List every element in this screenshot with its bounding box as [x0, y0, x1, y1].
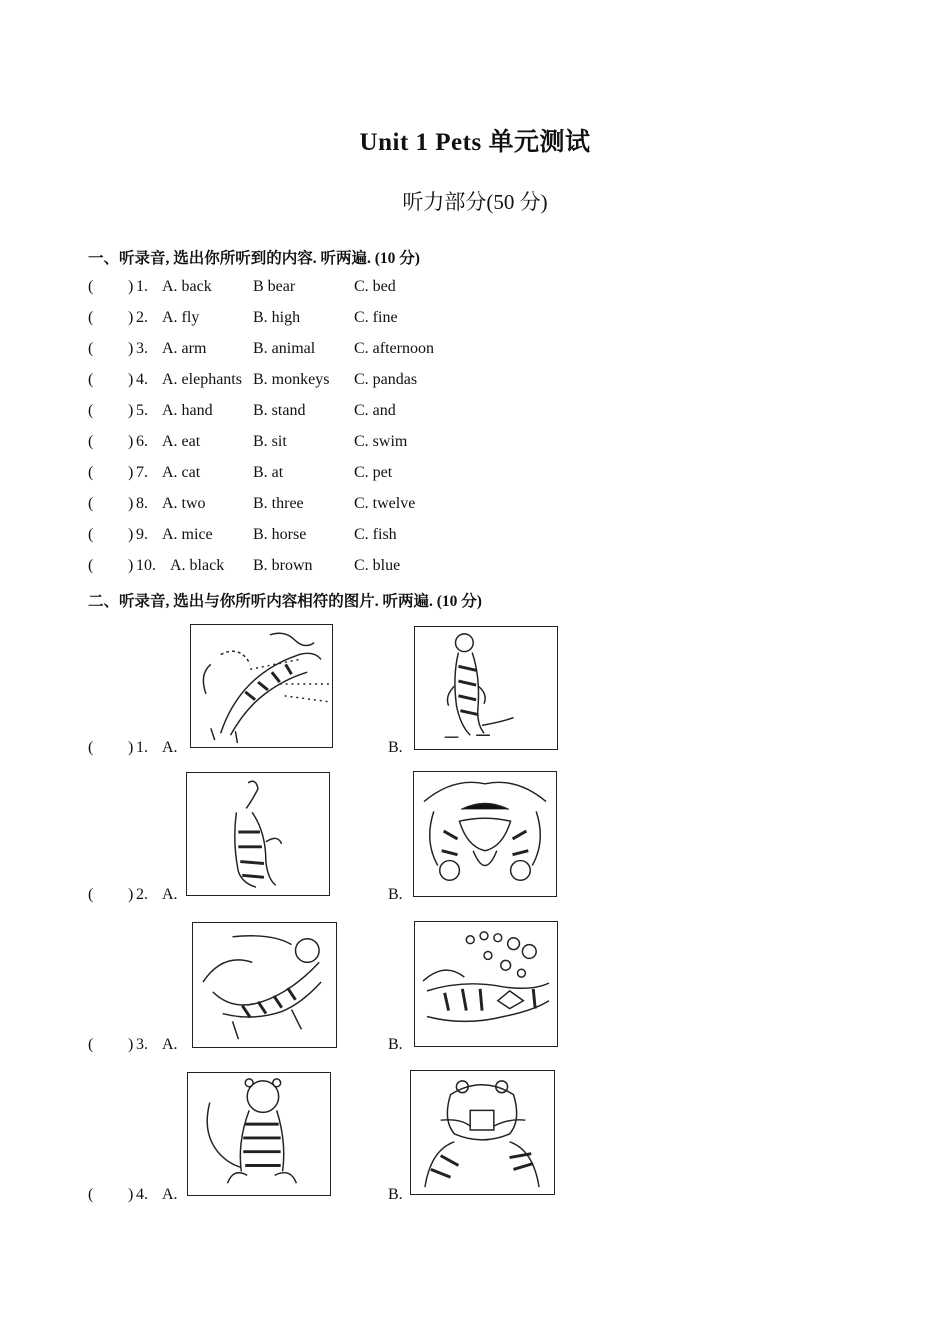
answer-paren-open[interactable]: (	[88, 557, 94, 574]
answer-paren-close: )	[128, 340, 134, 357]
option-c: C. twelve	[354, 495, 416, 512]
tiger-roaring-icon[interactable]	[413, 771, 557, 897]
answer-paren-close: )	[128, 495, 134, 512]
option-a: A. fly	[162, 309, 200, 326]
option-b-label: B.	[388, 1186, 403, 1203]
tiger-eating-icon[interactable]	[410, 1070, 555, 1195]
question-number: 6.	[136, 433, 148, 450]
option-b: B bear	[253, 278, 296, 295]
answer-paren-close: )	[128, 433, 134, 450]
answer-paren-close: )	[128, 557, 134, 574]
tiger-standing-icon[interactable]	[414, 626, 558, 750]
question-row	[88, 461, 788, 485]
answer-paren-open[interactable]: (	[88, 402, 94, 419]
question-row	[88, 306, 788, 330]
question-number: 9.	[136, 526, 148, 543]
option-a: A. cat	[162, 464, 201, 481]
option-b: B. animal	[253, 340, 316, 357]
question-number: 4.	[136, 371, 148, 388]
option-a-label: A.	[162, 1036, 178, 1053]
question-row	[88, 399, 788, 423]
answer-paren-close: )	[128, 1036, 134, 1053]
question-number: 7.	[136, 464, 148, 481]
option-b: B. brown	[253, 557, 313, 574]
answer-paren-close: )	[128, 886, 134, 903]
question-number: 5.	[136, 402, 148, 419]
answer-paren-close: )	[128, 464, 134, 481]
question-number: 8.	[136, 495, 148, 512]
option-b-label: B.	[388, 886, 403, 903]
option-b: B. stand	[253, 402, 306, 419]
answer-paren-open[interactable]: (	[88, 433, 94, 450]
answer-paren-open[interactable]: (	[88, 886, 94, 903]
question-number: 3.	[136, 340, 148, 357]
tiger-sitting-icon[interactable]	[187, 1072, 331, 1196]
option-b: B. horse	[253, 526, 307, 543]
option-c: C. bed	[354, 278, 396, 295]
option-a: A. hand	[162, 402, 213, 419]
question-row	[88, 430, 788, 454]
section-2-heading: 二、听录音, 选出与你所听内容相符的图片. 听两遍. (10 分)	[88, 593, 482, 610]
option-b: B. at	[253, 464, 284, 481]
option-b: B. three	[253, 495, 304, 512]
option-c: C. afternoon	[354, 340, 434, 357]
question-number: 1.	[136, 739, 148, 756]
question-number: 2.	[136, 886, 148, 903]
option-b: B. high	[253, 309, 301, 326]
question-number: 1.	[136, 278, 148, 295]
answer-paren-close: )	[128, 739, 134, 756]
section-1-heading: 一、听录音, 选出你所听到的内容. 听两遍. (10 分)	[88, 250, 420, 267]
question-row	[88, 523, 788, 547]
tiger-leaping-icon[interactable]	[190, 624, 333, 748]
page-title: Unit 1 Pets 单元测试	[359, 129, 591, 156]
option-a: A. elephants	[162, 371, 242, 388]
answer-paren-open[interactable]: (	[88, 739, 94, 756]
answer-paren-close: )	[128, 1186, 134, 1203]
option-a: A. black	[170, 557, 225, 574]
option-c: C. and	[354, 402, 396, 419]
option-b: B. sit	[253, 433, 287, 450]
question-number: 4.	[136, 1186, 148, 1203]
answer-paren-open[interactable]: (	[88, 340, 94, 357]
option-c: C. fish	[354, 526, 397, 543]
question-row	[88, 368, 788, 392]
option-a: A. mice	[162, 526, 213, 543]
page-subtitle: 听力部分(50 分)	[402, 190, 548, 214]
option-b-label: B.	[388, 1036, 403, 1053]
option-b-label: B.	[388, 739, 403, 756]
question-number: 10.	[136, 557, 156, 574]
answer-paren-close: )	[128, 402, 134, 419]
question-number: 2.	[136, 309, 148, 326]
option-a: A. two	[162, 495, 206, 512]
answer-paren-close: )	[128, 309, 134, 326]
option-b: B. monkeys	[253, 371, 330, 388]
tiger-running-icon[interactable]	[192, 922, 337, 1048]
option-c: C. pandas	[354, 371, 418, 388]
option-a: A. eat	[162, 433, 201, 450]
option-c: C. pet	[354, 464, 393, 481]
option-a-label: A.	[162, 886, 178, 903]
option-c: C. fine	[354, 309, 398, 326]
option-a-label: A.	[162, 1186, 178, 1203]
option-a: A. arm	[162, 340, 207, 357]
answer-paren-open[interactable]: (	[88, 1036, 94, 1053]
question-row	[88, 492, 788, 516]
option-c: C. blue	[354, 557, 401, 574]
answer-paren-open[interactable]: (	[88, 526, 94, 543]
answer-paren-open[interactable]: (	[88, 1186, 94, 1203]
question-row	[88, 554, 788, 578]
answer-paren-close: )	[128, 371, 134, 388]
answer-paren-open[interactable]: (	[88, 309, 94, 326]
option-c: C. swim	[354, 433, 408, 450]
tiger-walking-icon[interactable]	[186, 772, 330, 896]
question-number: 3.	[136, 1036, 148, 1053]
answer-paren-open[interactable]: (	[88, 371, 94, 388]
option-a: A. back	[162, 278, 212, 295]
question-row	[88, 337, 788, 361]
option-a-label: A.	[162, 739, 178, 756]
question-row	[88, 275, 788, 299]
answer-paren-close: )	[128, 278, 134, 295]
answer-paren-close: )	[128, 526, 134, 543]
answer-paren-open[interactable]: (	[88, 278, 94, 295]
answer-paren-open[interactable]: (	[88, 464, 94, 481]
answer-paren-open[interactable]: (	[88, 495, 94, 512]
tiger-swimming-icon[interactable]	[414, 921, 558, 1047]
